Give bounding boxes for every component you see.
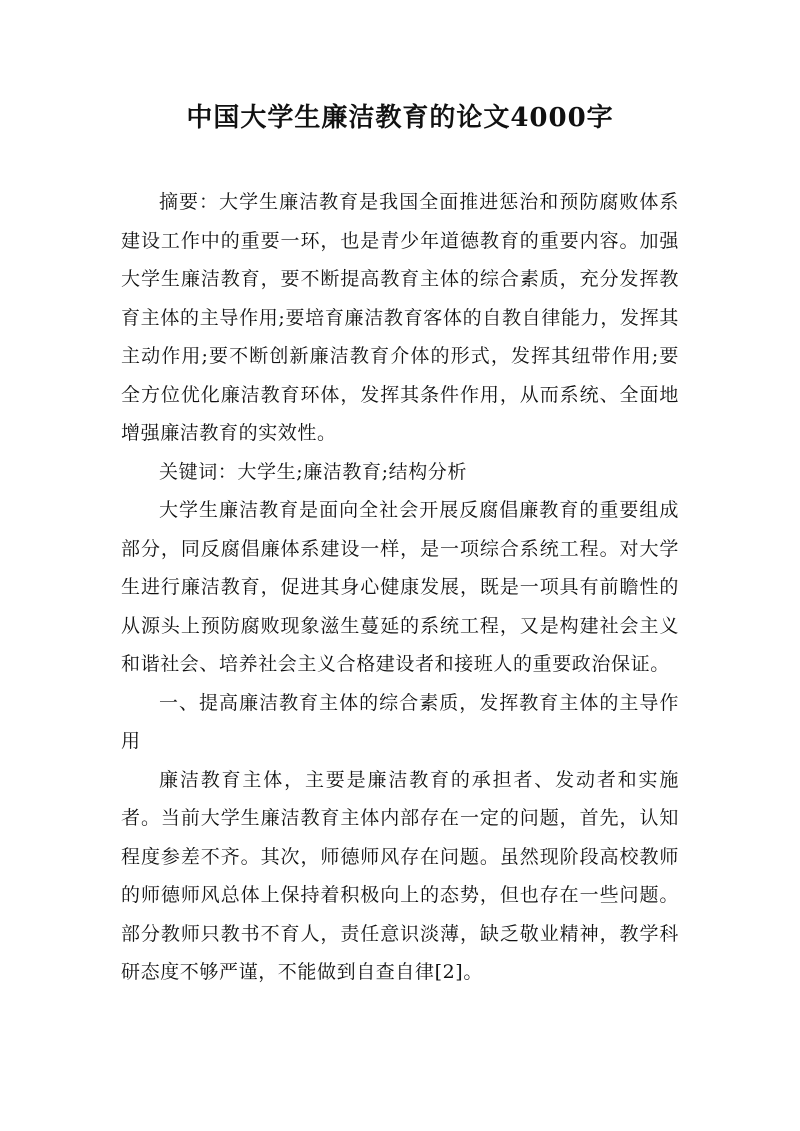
keywords-paragraph: 关键词：大学生;廉洁教育;结构分析 [159, 460, 468, 483]
section-heading-1: 一、提高廉洁教育主体的综合素质，发挥教育主体的主导作用 [121, 691, 679, 752]
abstract-paragraph: 摘要：大学生廉洁教育是我国全面推进惩治和预防腐败体系建设工作中的重要一环，也是青少年道德教育的重要内容。加强大学生廉洁教育，要不断提高教育主体的综合素质，充分发挥教育主体的主导作用;要培育廉洁教育客体的自教自律能力，发挥其主动作用;要不断创新廉洁教育介体的形式，发挥其纽带作用;要全方位优化廉洁教育环体，发挥其条件作用，从而系统、全面地增强廉洁教育的实效性。 [121, 191, 679, 444]
document-body [121, 183, 679, 992]
section-1-paragraph: 廉洁教育主体，主要是廉洁教育的承担者、发动者和实施者。当前大学生廉洁教育主体内部存在一定的问题，首先，认知程度参差不齐。其次，师德师风存在问题。虽然现阶段高校教师的师德师风总体上保持着积极向上的态势，但也存在一些问题。部分教师只教书不育人，责任意识淡薄，缺乏敬业精神，教学科研态度不够严谨，不能做到自查自律[2]。 [121, 768, 679, 983]
page-title: 中国大学生廉洁教育的论文4000字 [186, 103, 614, 133]
intro-paragraph: 大学生廉洁教育是面向全社会开展反腐倡廉教育的重要组成部分，同反腐倡廉体系建设一样，是一项综合系统工程。对大学生进行廉洁教育，促进其身心健康发展，既是一项具有前瞻性的从源头上预防腐败现象滋生蔓延的系统工程，又是构建社会主义和谐社会、培养社会主义合格建设者和接班人的重要政治保证。 [121, 499, 679, 675]
